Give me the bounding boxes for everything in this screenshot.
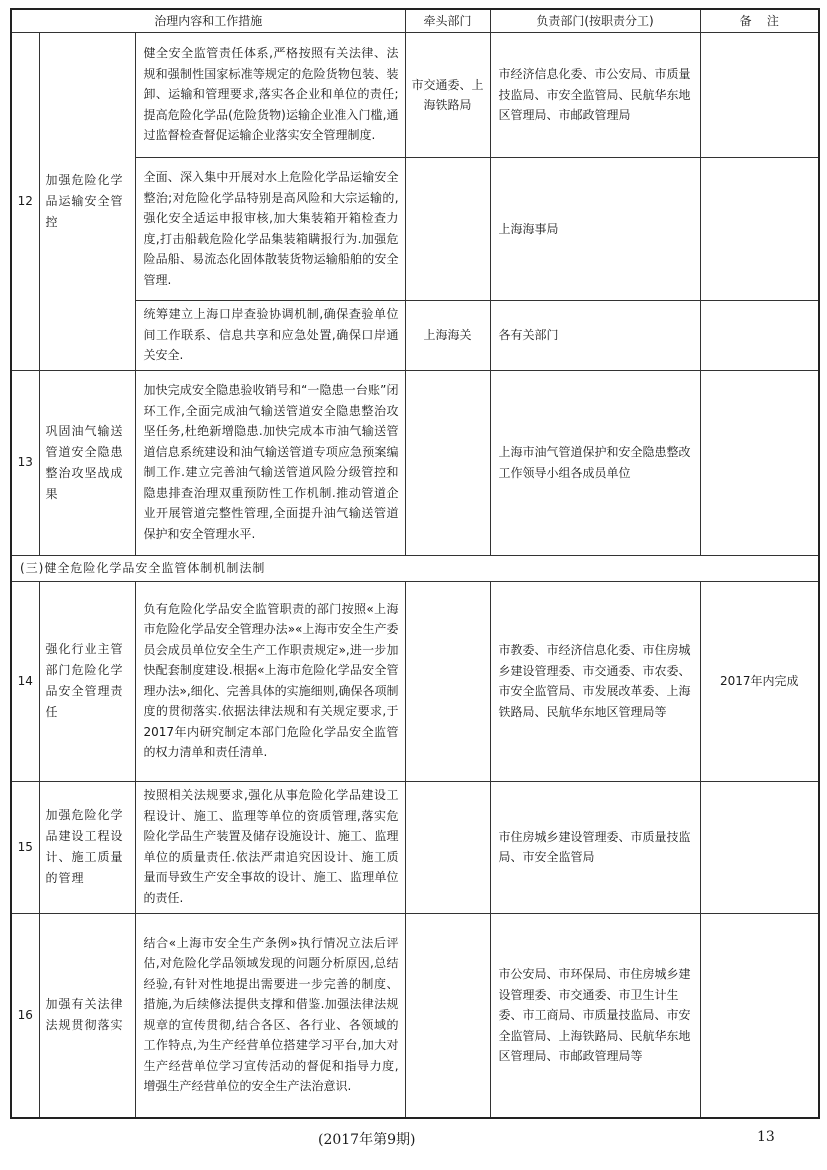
responsible-cell: 市教委、市经济信息化委、市住房城乡建设管理委、市交通委、市农委、市安全监管局、市发展改革委、上海铁路局、民航华东地区管理局等 bbox=[490, 581, 700, 781]
table-row bbox=[11, 370, 819, 555]
responsible-cell: 上海市油气管道保护和安全隐患整改工作领导小组各成员单位 bbox=[490, 370, 700, 555]
item-title: 加强有关法律法规贯彻落实 bbox=[39, 913, 135, 1118]
row-number: 16 bbox=[11, 913, 39, 1118]
item-title: 加强危险化学品运输安全管控 bbox=[39, 33, 135, 371]
issue-label: (2017年第9期) bbox=[318, 1132, 416, 1148]
responsible-cell: 市公安局、市环保局、市住房城乡建设管理委、市交通委、市卫生计生委、市工商局、市质量技监局、市安全监管局、上海铁路局、民航华东地区管理局、市邮政管理局等 bbox=[490, 913, 700, 1118]
lead-cell bbox=[405, 781, 490, 913]
governance-table bbox=[10, 8, 820, 1119]
measure-cell: 健全安全监管责任体系,严格按照有关法律、法规和强制性国家标准等规定的危险货物包装、装卸、运输和管理要求,落实各企业和单位的责任;提高危险化学品(危险货物)运输企业准入门槛,通过监督检查督促运输企业落实安全管理制度. bbox=[135, 33, 405, 158]
header-note: 备 注 bbox=[700, 9, 819, 33]
section-title: (三)健全危险化学品安全监管体制机制法制 bbox=[11, 555, 819, 581]
measure-cell: 负有危险化学品安全监管职责的部门按照«上海市危险化学品安全管理办法»«上海市安全生产委员会成员单位安全生产工作职责规定»,进一步加快配套制度建设.根据«上海市危险化学品安全管理办法»,细化、完善具体的实施细则,确保各项制度的贯彻落实.依据法律法规和有关规定要求,于2017年内研究制定本部门危险化学品安全监管的权力清单和责任清单. bbox=[135, 581, 405, 781]
table-row bbox=[11, 913, 819, 1118]
table-header-row bbox=[11, 9, 819, 33]
responsible-cell: 市住房城乡建设管理委、市质量技监局、市安全监管局 bbox=[490, 781, 700, 913]
item-title: 加强危险化学品建设工程设计、施工质量的管理 bbox=[39, 781, 135, 913]
responsible-cell: 各有关部门 bbox=[490, 301, 700, 371]
table-row bbox=[11, 581, 819, 781]
note-cell bbox=[700, 33, 819, 158]
note-cell bbox=[700, 301, 819, 371]
lead-cell: 市交通委、上海铁路局 bbox=[405, 33, 490, 158]
table-row bbox=[11, 781, 819, 913]
lead-cell bbox=[405, 913, 490, 1118]
measure-cell: 加快完成安全隐患验收销号和“一隐患一台账”闭环工作,全面完成油气输送管道安全隐患整治攻坚任务,杜绝新增隐患.加快完成本市油气输送管道信息系统建设和油气输送管道专项应急预案编制工作.建立完善油气输送管道风险分级管控和隐患排查治理双重预防性工作机制.推动管道企业开展管道完整性管理,全面提升油气输送管道保护和安全管理水平. bbox=[135, 370, 405, 555]
measure-cell: 结合«上海市安全生产条例»执行情况立法后评估,对危险化学品领域发现的问题分析原因,总结经验,有针对性地提出需要进一步完善的制度、措施,为后续修法提供支撑和借鉴.加强法律法规规章的宣传贯彻,结合各区、各行业、各领域的工作特点,为生产经营单位搭建学习平台,加大对生产经营单位学习宣传活动的督促和指导力度,增强生产经营单位的安全生产法治意识. bbox=[135, 913, 405, 1118]
row-number: 13 bbox=[11, 370, 39, 555]
row-number: 12 bbox=[11, 33, 39, 371]
responsible-cell: 市经济信息化委、市公安局、市质量技监局、市安全监管局、民航华东地区管理局、市邮政管理局 bbox=[490, 33, 700, 158]
header-lead: 牵头部门 bbox=[405, 9, 490, 33]
measure-cell: 统筹建立上海口岸查验协调机制,确保查验单位间工作联系、信息共享和应急处置,确保口岸通关安全. bbox=[135, 301, 405, 371]
table-row bbox=[11, 33, 819, 158]
item-title: 强化行业主管部门危险化学品安全管理责任 bbox=[39, 581, 135, 781]
item-title: 巩固油气输送管道安全隐患整治攻坚战成果 bbox=[39, 370, 135, 555]
lead-cell bbox=[405, 370, 490, 555]
note-cell bbox=[700, 913, 819, 1118]
lead-cell bbox=[405, 158, 490, 301]
responsible-cell: 上海海事局 bbox=[490, 158, 700, 301]
note-cell bbox=[700, 370, 819, 555]
note-cell bbox=[700, 781, 819, 913]
note-cell: 2017年内完成 bbox=[700, 581, 819, 781]
header-responsible: 负责部门(按职责分工) bbox=[490, 9, 700, 33]
lead-cell bbox=[405, 581, 490, 781]
measure-cell: 全面、深入集中开展对水上危险化学品运输安全整治;对危险化学品特别是高风险和大宗运输的,强化安全适运申报审核,加大集装箱开箱检查力度,打击船载危险化学品集装箱瞒报行为.加强危险品船、易流态化固体散装货物运输船舶的安全管理. bbox=[135, 158, 405, 301]
page-number: 13 bbox=[757, 1129, 775, 1145]
row-number: 14 bbox=[11, 581, 39, 781]
measure-cell: 按照相关法规要求,强化从事危险化学品建设工程设计、施工、监理等单位的资质管理,落实危险化学品生产装置及储存设施设计、施工、监理单位的质量责任.依法严肃追究因设计、施工质量而导致生产安全事故的设计、施工、监理单位的责任. bbox=[135, 781, 405, 913]
section-row bbox=[11, 555, 819, 581]
row-number: 15 bbox=[11, 781, 39, 913]
lead-cell: 上海海关 bbox=[405, 301, 490, 371]
header-content: 治理内容和工作措施 bbox=[11, 9, 405, 33]
note-cell bbox=[700, 158, 819, 301]
